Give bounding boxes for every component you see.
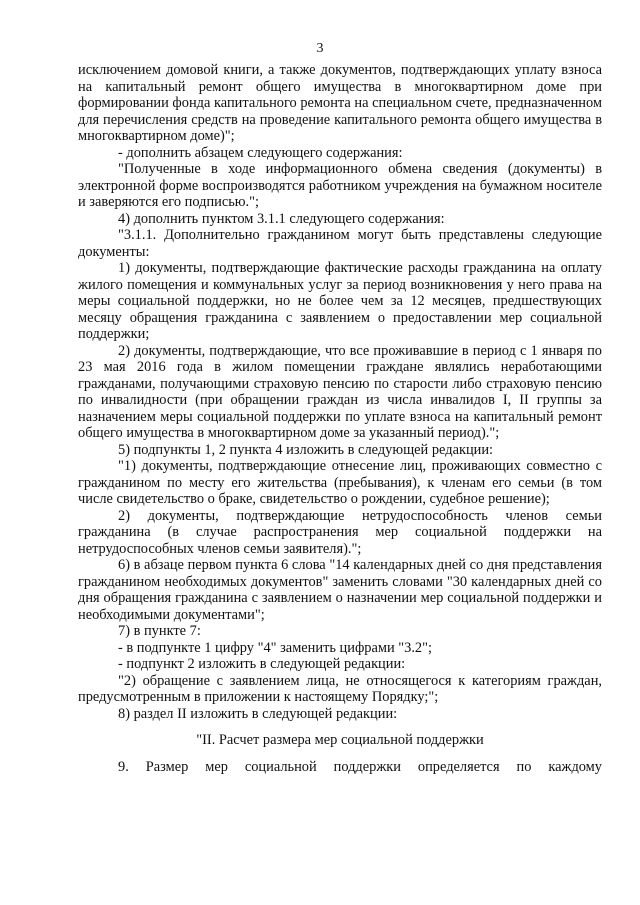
document-body — [78, 62, 602, 775]
paragraph-item-8: 8) раздел II изложить в следующей редакции: — [118, 705, 398, 722]
section-heading: "II. Расчет размера мер социальной поддержки — [196, 732, 484, 748]
paragraph-item-9: 9. Размер мер социальной поддержки определяется по каждому — [118, 758, 602, 775]
paragraph-information-exchange: "Полученные в ходе информационного обмена сведения (документы) в электронной форме воспроизводятся работником учреждения на бумажном носителе и заверяются его подписью."; — [78, 161, 602, 210]
paragraph-documents-non-working: 2) документы, подтверждающие, что все проживавшие в период с 1 января по 23 мая 2016 года в жилом помещении граждане являлись неработающими гражданами, получающими страховую пенсию по старости либо страховую пенсию по инвалидности (при обращении граждан из числа инвалидов I, II группы за назначением меры социальной поддержки по уплате взноса на капитальный ремонт общего имущества в многоквартирном доме за указанный период)."; — [78, 342, 602, 441]
paragraph-item-6: 6) в абзаце первом пункта 6 слова "14 календарных дней со дня представления гражданином необходимых документов" заменить словами "30 календарных дней со дня обращения гражданина с заявлением о назначении мер социальной поддержки и необходимыми документами"; — [78, 557, 602, 623]
paragraph-item-5: 5) подпункты 1, 2 пункта 4 изложить в следующей редакции: — [118, 441, 494, 458]
paragraph-application: "2) обращение с заявлением лица, не относящегося к категориям граждан, предусмотренным в приложении к настоящему Порядку;"; — [78, 672, 602, 705]
paragraph-item-4: 4) дополнить пунктом 3.1.1 следующего содержания: — [118, 210, 445, 227]
paragraph-disability: 2) документы, подтверждающие нетрудоспособность членов семьи гражданина (в случае распространения мер социальной поддержки на нетрудоспособных членов семьи заявителя)."; — [78, 507, 602, 557]
paragraph-add-clause: - дополнить абзацем следующего содержания: — [118, 144, 403, 161]
paragraph-documents-expenses: 1) документы, подтверждающие фактические расходы гражданина на оплату жилого помещения и коммунальных услуг за период возникновения у него права на меры социальной поддержки, но не более чем за 12 месяцев, предшествующих месяцу обращения гражданина с заявлением о предоставлении мер социальной поддержки; — [78, 260, 602, 342]
paragraph-subitem-1: - в подпункте 1 цифру "4" заменить цифрами "3.2"; — [118, 639, 432, 656]
paragraph-item-7: 7) в пункте 7: — [118, 623, 201, 639]
paragraph-subitem-2: - подпункт 2 изложить в следующей редакции: — [118, 656, 406, 672]
paragraph-3-1-1: "3.1.1. Дополнительно гражданином могут быть представлены следующие документы: — [78, 227, 602, 260]
paragraph-family-members: "1) документы, подтверждающие отнесение лиц, проживающих совместно с гражданином по месту его жительства (пребывания), к членам его семьи (в том числе свидетельство о браке, свидетельство о рождении, судебное решение); — [78, 458, 602, 507]
page-number: 3 — [316, 41, 324, 56]
paragraph-continuation: исключением домовой книги, а также документов, подтверждающих уплату взноса на капитальный ремонт общего имущества в многоквартирном доме при формировании фонда капитального ремонта на специальном счете, предназначенном для перечисления средств на проведение капитального ремонта общего имущества в многоквартирном доме)"; — [78, 62, 602, 144]
spacer — [78, 749, 602, 759]
